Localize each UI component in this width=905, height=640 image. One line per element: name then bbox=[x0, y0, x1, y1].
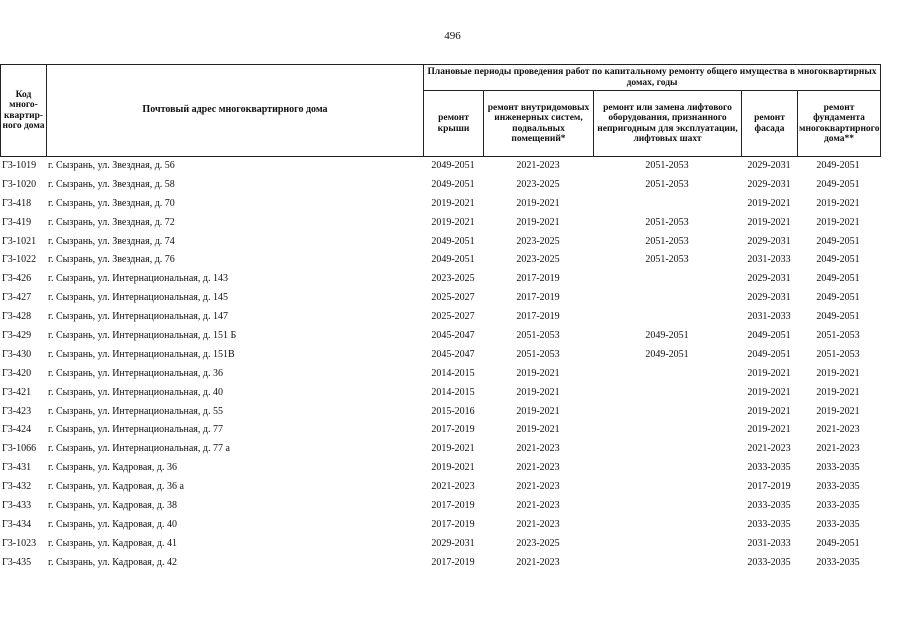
cell-facade: 2029-2031 bbox=[747, 273, 791, 285]
cell-code: Г3-1022 bbox=[2, 254, 37, 266]
table-row bbox=[0, 290, 880, 309]
cell-roof: 2017-2019 bbox=[431, 518, 475, 530]
header-lift: ремонт или замена лифтового оборудования, признанного непригодным для эксплуатации, лифтовых шахт bbox=[594, 91, 742, 157]
cell-facade: 2031-2033 bbox=[747, 254, 791, 266]
table-row bbox=[0, 460, 880, 479]
table-row bbox=[0, 555, 880, 574]
cell-facade: 2019-2021 bbox=[747, 424, 791, 436]
cell-code: Г3-424 bbox=[2, 424, 32, 436]
cell-roof: 2014-2015 bbox=[431, 367, 475, 379]
cell-lift: 2051-2053 bbox=[645, 235, 689, 247]
cell-roof: 2023-2025 bbox=[431, 273, 475, 285]
cell-facade: 2033-2035 bbox=[747, 462, 791, 474]
table-body bbox=[0, 158, 880, 574]
table-row bbox=[0, 536, 880, 555]
cell-lift: 2051-2053 bbox=[645, 216, 689, 228]
cell-address: г. Сызрань, ул. Звездная, д. 56 bbox=[48, 160, 175, 171]
cell-code: Г3-429 bbox=[2, 330, 32, 342]
table-row bbox=[0, 404, 880, 423]
table-row bbox=[0, 252, 880, 271]
cell-roof: 2049-2051 bbox=[431, 160, 475, 171]
cell-facade: 2031-2033 bbox=[747, 311, 791, 323]
table-header bbox=[0, 64, 881, 157]
cell-address: г. Сызрань, ул. Звездная, д. 76 bbox=[48, 254, 175, 266]
cell-roof: 2019-2021 bbox=[431, 462, 475, 474]
cell-foundation: 2049-2051 bbox=[816, 273, 860, 285]
header-periods-group: Плановые периоды проведения работ по капитальному ремонту общего имущества в многоквартирных домах, годы bbox=[424, 65, 881, 91]
cell-systems: 2021-2023 bbox=[516, 462, 560, 474]
cell-code: Г3-1019 bbox=[2, 160, 37, 171]
cell-facade: 2019-2021 bbox=[747, 197, 791, 209]
cell-facade: 2019-2021 bbox=[747, 367, 791, 379]
cell-roof: 2049-2051 bbox=[431, 178, 475, 190]
cell-code: Г3-419 bbox=[2, 216, 32, 228]
cell-facade: 2019-2021 bbox=[747, 386, 791, 398]
cell-facade: 2033-2035 bbox=[747, 500, 791, 512]
table-row bbox=[0, 309, 880, 328]
cell-code: Г3-431 bbox=[2, 462, 32, 474]
cell-address: г. Сызрань, ул. Кадровая, д. 42 bbox=[48, 556, 177, 568]
cell-roof: 2019-2021 bbox=[431, 443, 475, 455]
cell-address: г. Сызрань, ул. Интернациональная, д. 77 а bbox=[48, 443, 230, 455]
cell-systems: 2017-2019 bbox=[516, 292, 560, 304]
cell-systems: 2023-2025 bbox=[516, 178, 560, 190]
cell-foundation: 2033-2035 bbox=[816, 462, 860, 474]
table-row bbox=[0, 517, 880, 536]
page-number: 496 bbox=[444, 30, 461, 42]
cell-foundation: 2019-2021 bbox=[816, 197, 860, 209]
cell-facade: 2031-2033 bbox=[747, 537, 791, 549]
cell-facade: 2049-2051 bbox=[747, 348, 791, 360]
cell-foundation: 2033-2035 bbox=[816, 500, 860, 512]
cell-foundation: 2051-2053 bbox=[816, 330, 860, 342]
cell-systems: 2051-2053 bbox=[516, 348, 560, 360]
header-address: Почтовый адрес многоквартирного дома bbox=[47, 65, 424, 157]
cell-foundation: 2033-2035 bbox=[816, 518, 860, 530]
cell-code: Г3-434 bbox=[2, 518, 32, 530]
cell-address: г. Сызрань, ул. Интернациональная, д. 143 bbox=[48, 273, 228, 285]
cell-code: Г3-1020 bbox=[2, 178, 37, 190]
cell-facade: 2017-2019 bbox=[747, 481, 791, 493]
cell-systems: 2019-2021 bbox=[516, 386, 560, 398]
cell-roof: 2025-2027 bbox=[431, 311, 475, 323]
cell-facade: 2029-2031 bbox=[747, 235, 791, 247]
cell-foundation: 2021-2023 bbox=[816, 443, 860, 455]
cell-code: Г3-1021 bbox=[2, 235, 37, 247]
cell-systems: 2051-2053 bbox=[516, 330, 560, 342]
table-row bbox=[0, 479, 880, 498]
cell-roof: 2019-2021 bbox=[431, 197, 475, 209]
cell-code: Г3-418 bbox=[2, 197, 32, 209]
cell-systems: 2019-2021 bbox=[516, 405, 560, 417]
cell-address: г. Сызрань, ул. Кадровая, д. 38 bbox=[48, 500, 177, 512]
cell-code: Г3-420 bbox=[2, 367, 32, 379]
cell-lift: 2051-2053 bbox=[645, 160, 689, 171]
cell-address: г. Сызрань, ул. Интернациональная, д. 145 bbox=[48, 292, 228, 304]
cell-foundation: 2049-2051 bbox=[816, 235, 860, 247]
cell-code: Г3-1066 bbox=[2, 443, 37, 455]
cell-facade: 2029-2031 bbox=[747, 292, 791, 304]
cell-foundation: 2019-2021 bbox=[816, 405, 860, 417]
cell-systems: 2021-2023 bbox=[516, 443, 560, 455]
cell-code: Г3-423 bbox=[2, 405, 32, 417]
cell-facade: 2049-2051 bbox=[747, 330, 791, 342]
header-code: Код много-квартир-ного дома bbox=[1, 65, 47, 157]
cell-code: Г3-427 bbox=[2, 292, 32, 304]
cell-code: Г3-430 bbox=[2, 348, 32, 360]
cell-systems: 2021-2023 bbox=[516, 500, 560, 512]
cell-systems: 2021-2023 bbox=[516, 160, 560, 171]
cell-roof: 2025-2027 bbox=[431, 292, 475, 304]
cell-code: Г3-421 bbox=[2, 386, 32, 398]
cell-foundation: 2049-2051 bbox=[816, 292, 860, 304]
cell-roof: 2017-2019 bbox=[431, 424, 475, 436]
cell-address: г. Сызрань, ул. Интернациональная, д. 77 bbox=[48, 424, 223, 436]
cell-systems: 2019-2021 bbox=[516, 367, 560, 379]
cell-facade: 2021-2023 bbox=[747, 443, 791, 455]
cell-address: г. Сызрань, ул. Интернациональная, д. 40 bbox=[48, 386, 223, 398]
cell-roof: 2015-2016 bbox=[431, 405, 475, 417]
cell-systems: 2021-2023 bbox=[516, 481, 560, 493]
cell-systems: 2017-2019 bbox=[516, 311, 560, 323]
cell-roof: 2049-2051 bbox=[431, 254, 475, 266]
cell-foundation: 2049-2051 bbox=[816, 311, 860, 323]
cell-roof: 2045-2047 bbox=[431, 348, 475, 360]
table-row bbox=[0, 422, 880, 441]
cell-address: г. Сызрань, ул. Интернациональная, д. 147 bbox=[48, 311, 228, 323]
cell-lift: 2051-2053 bbox=[645, 178, 689, 190]
cell-foundation: 2033-2035 bbox=[816, 556, 860, 568]
cell-systems: 2019-2021 bbox=[516, 216, 560, 228]
cell-facade: 2019-2021 bbox=[747, 216, 791, 228]
cell-roof: 2017-2019 bbox=[431, 556, 475, 568]
cell-code: Г3-433 bbox=[2, 500, 32, 512]
cell-address: г. Сызрань, ул. Кадровая, д. 36 bbox=[48, 462, 177, 474]
cell-code: Г3-435 bbox=[2, 556, 32, 568]
cell-systems: 2021-2023 bbox=[516, 556, 560, 568]
cell-code: Г3-1023 bbox=[2, 537, 37, 549]
table-row bbox=[0, 441, 880, 460]
header-facade: ремонт фасада bbox=[742, 91, 798, 157]
table-row bbox=[0, 234, 880, 253]
cell-systems: 2023-2025 bbox=[516, 235, 560, 247]
cell-roof: 2017-2019 bbox=[431, 500, 475, 512]
cell-lift: 2049-2051 bbox=[645, 330, 689, 342]
cell-code: Г3-426 bbox=[2, 273, 32, 285]
cell-lift: 2051-2053 bbox=[645, 254, 689, 266]
cell-foundation: 2049-2051 bbox=[816, 537, 860, 549]
cell-lift: 2049-2051 bbox=[645, 348, 689, 360]
cell-systems: 2023-2025 bbox=[516, 537, 560, 549]
cell-facade: 2033-2035 bbox=[747, 556, 791, 568]
cell-address: г. Сызрань, ул. Интернациональная, д. 36 bbox=[48, 367, 223, 379]
cell-roof: 2019-2021 bbox=[431, 216, 475, 228]
cell-code: Г3-432 bbox=[2, 481, 32, 493]
header-foundation: ремонт фундамента многоквартирного дома** bbox=[798, 91, 881, 157]
table-row bbox=[0, 177, 880, 196]
cell-systems: 2023-2025 bbox=[516, 254, 560, 266]
cell-roof: 2021-2023 bbox=[431, 481, 475, 493]
table-row bbox=[0, 158, 880, 177]
cell-facade: 2029-2031 bbox=[747, 178, 791, 190]
cell-foundation: 2049-2051 bbox=[816, 160, 860, 171]
table-row bbox=[0, 366, 880, 385]
cell-systems: 2017-2019 bbox=[516, 273, 560, 285]
table-row bbox=[0, 347, 880, 366]
cell-roof: 2045-2047 bbox=[431, 330, 475, 342]
cell-code: Г3-428 bbox=[2, 311, 32, 323]
cell-address: г. Сызрань, ул. Кадровая, д. 41 bbox=[48, 537, 177, 549]
header-systems: ремонт внутридомовых инженерных систем, подвальных помещений* bbox=[484, 91, 594, 157]
cell-address: г. Сызрань, ул. Кадровая, д. 36 а bbox=[48, 481, 184, 493]
cell-address: г. Сызрань, ул. Звездная, д. 74 bbox=[48, 235, 175, 247]
cell-address: г. Сызрань, ул. Звездная, д. 70 bbox=[48, 197, 175, 209]
cell-address: г. Сызрань, ул. Интернациональная, д. 151В bbox=[48, 348, 235, 360]
cell-foundation: 2021-2023 bbox=[816, 424, 860, 436]
table-row bbox=[0, 215, 880, 234]
cell-address: г. Сызрань, ул. Интернациональная, д. 151 Б bbox=[48, 330, 237, 342]
cell-foundation: 2051-2053 bbox=[816, 348, 860, 360]
cell-address: г. Сызрань, ул. Звездная, д. 58 bbox=[48, 178, 175, 190]
cell-foundation: 2019-2021 bbox=[816, 216, 860, 228]
cell-facade: 2029-2031 bbox=[747, 160, 791, 171]
table-row bbox=[0, 271, 880, 290]
cell-foundation: 2019-2021 bbox=[816, 386, 860, 398]
table-row bbox=[0, 498, 880, 517]
cell-foundation: 2033-2035 bbox=[816, 481, 860, 493]
cell-systems: 2019-2021 bbox=[516, 197, 560, 209]
cell-facade: 2019-2021 bbox=[747, 405, 791, 417]
cell-roof: 2029-2031 bbox=[431, 537, 475, 549]
cell-systems: 2021-2023 bbox=[516, 518, 560, 530]
cell-foundation: 2049-2051 bbox=[816, 178, 860, 190]
cell-facade: 2033-2035 bbox=[747, 518, 791, 530]
cell-roof: 2049-2051 bbox=[431, 235, 475, 247]
cell-address: г. Сызрань, ул. Звездная, д. 72 bbox=[48, 216, 175, 228]
cell-address: г. Сызрань, ул. Кадровая, д. 40 bbox=[48, 518, 177, 530]
cell-address: г. Сызрань, ул. Интернациональная, д. 55 bbox=[48, 405, 223, 417]
cell-roof: 2014-2015 bbox=[431, 386, 475, 398]
header-roof: ремонт крыши bbox=[424, 91, 484, 157]
cell-foundation: 2019-2021 bbox=[816, 367, 860, 379]
table-row bbox=[0, 196, 880, 215]
cell-systems: 2019-2021 bbox=[516, 424, 560, 436]
cell-foundation: 2049-2051 bbox=[816, 254, 860, 266]
table-row bbox=[0, 385, 880, 404]
table-row bbox=[0, 328, 880, 347]
